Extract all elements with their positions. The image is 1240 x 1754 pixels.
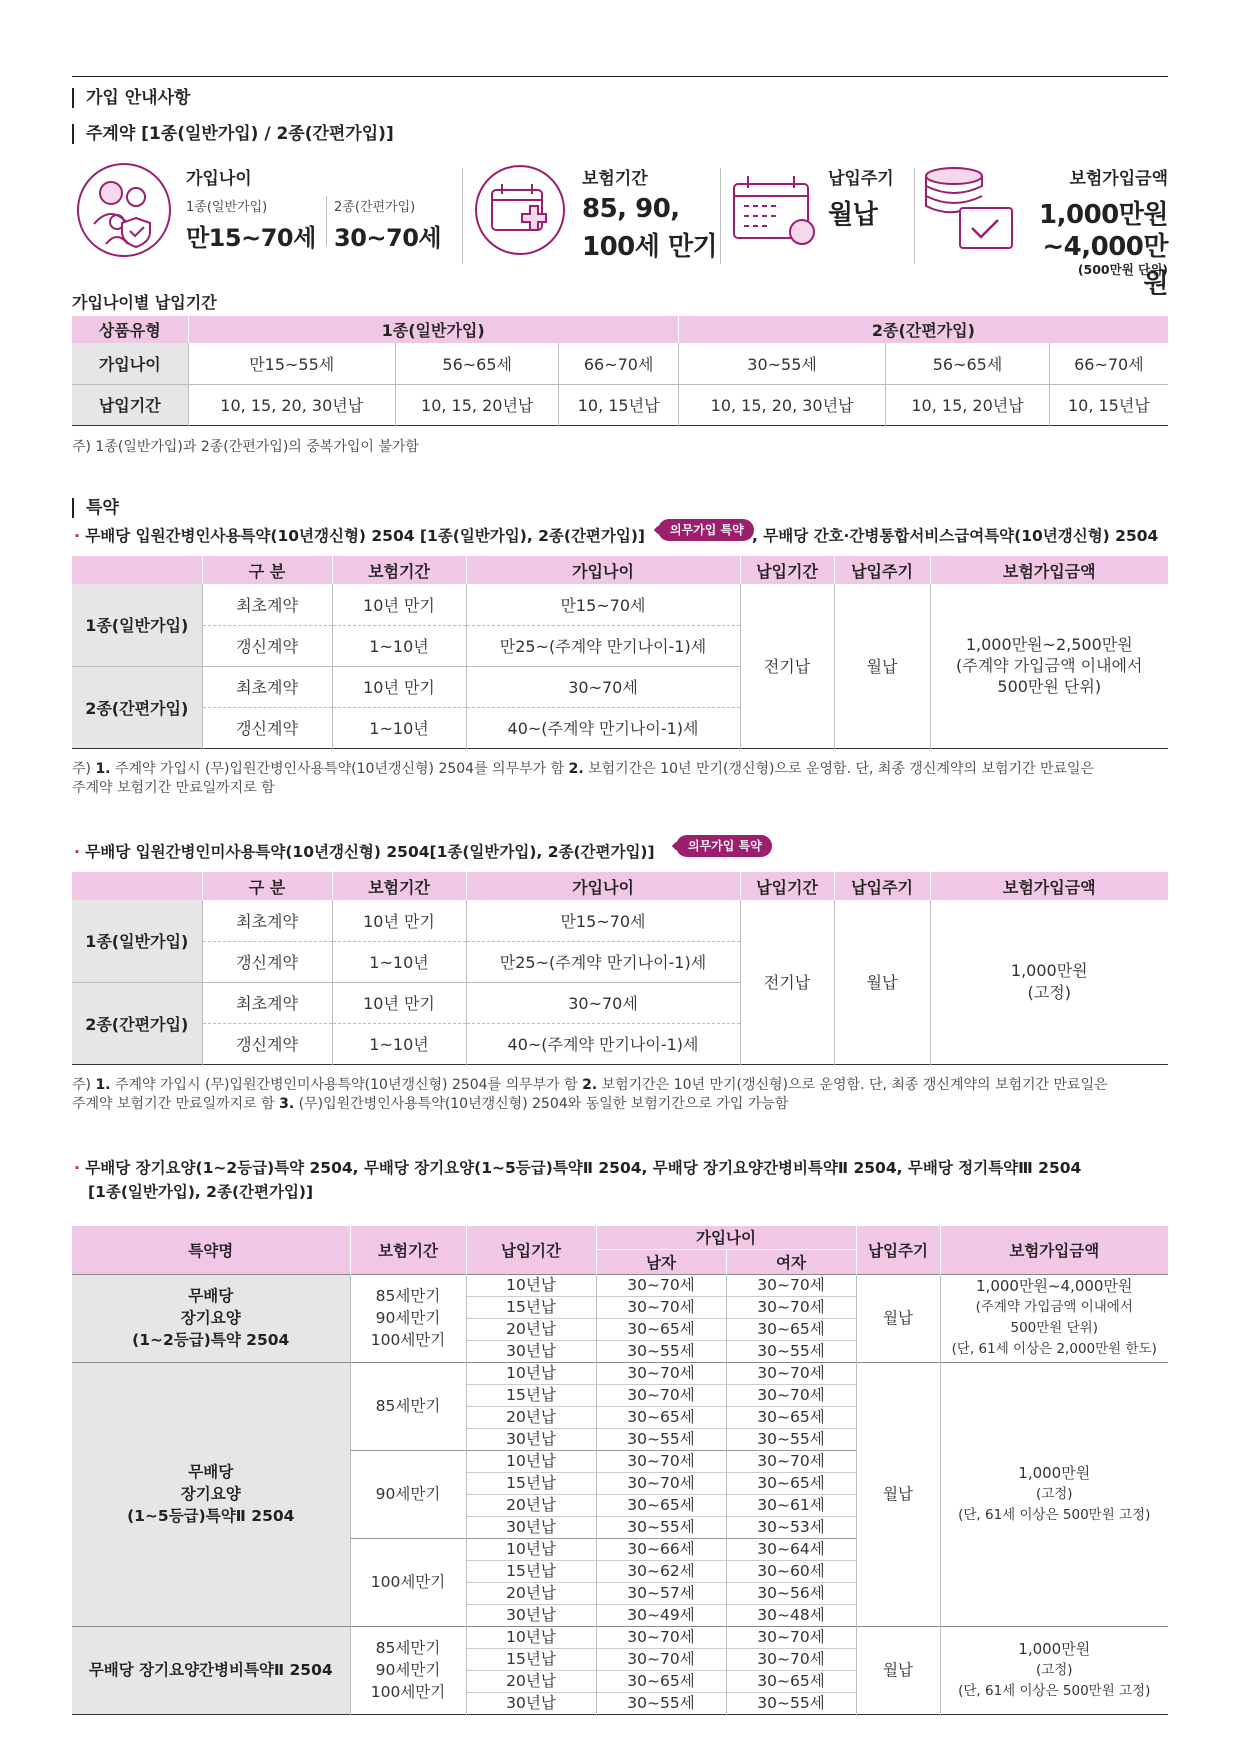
row-label-pay: 납입기간 xyxy=(72,384,188,425)
period-cell: 90세만기 xyxy=(350,1450,466,1538)
header-age: 가입나이 xyxy=(596,1226,856,1249)
note-text: 주계약 가입시 (무)입원간병인미사용특약(10년갱신형) 2504를 의무부가 함 xyxy=(110,1077,583,1093)
table-cell: 30~70세 xyxy=(596,1626,726,1648)
table-cell: 30~70세 xyxy=(596,1450,726,1472)
header-pay-period: 납입기간 xyxy=(466,1226,596,1274)
group-type1: 1종(일반가입) xyxy=(72,584,202,666)
table-cell: 15년납 xyxy=(466,1296,596,1318)
header-period: 보험기간 xyxy=(332,556,466,584)
pay-cycle-cell: 월납 xyxy=(856,1274,940,1362)
amount-line: 1,000만원 xyxy=(1010,960,1088,980)
table-cell: 10년납 xyxy=(466,1450,596,1472)
table-cell: 30~70세 xyxy=(596,1296,726,1318)
rider3-title-line1: 무배당 장기요양(1~2등급)특약 2504, 무배당 장기요양(1~5등급)특약Ⅱ 2504, 무배당 장기요양간병비특약Ⅱ 2504, 무배당 정기특약Ⅲ 2504 xyxy=(85,1159,1082,1177)
text-line: (단, 61세 이상은 500만원 고정) xyxy=(958,1682,1151,1699)
header-pay-cycle: 납입주기 xyxy=(834,872,930,900)
text-line: 100세만기 xyxy=(370,1331,446,1349)
table-row xyxy=(72,1362,1168,1384)
table-cell: 30~70세 xyxy=(596,1274,726,1296)
rider-name-cell xyxy=(72,1626,350,1714)
table-cell: 1~10년 xyxy=(332,1023,466,1064)
table-cell: 30~61세 xyxy=(726,1494,856,1516)
table-cell: 최초계약 xyxy=(202,900,332,941)
amount-line: 500만원 단위) xyxy=(997,677,1102,697)
age-label: 가입나이 xyxy=(186,169,252,189)
text-line: 1,000만원 xyxy=(1018,1463,1091,1482)
bullet-icon: · xyxy=(74,1159,80,1177)
pay-cycle-cell: 월납 xyxy=(834,584,930,748)
header-empty xyxy=(72,872,202,900)
text-line: (주계약 가입금액 이내에서 xyxy=(975,1299,1133,1315)
table-cell: 10, 15, 20, 30년납 xyxy=(188,384,395,425)
table-cell: 10년 만기 xyxy=(332,584,466,625)
header-pay-cycle: 납입주기 xyxy=(834,556,930,584)
mandatory-badge: 의무가입 특약 xyxy=(658,519,754,541)
text-line: (단, 61세 이상은 2,000만원 한도) xyxy=(951,1341,1157,1357)
family-shield-icon xyxy=(74,160,174,260)
header-amount: 보험가입금액 xyxy=(940,1226,1168,1274)
table-cell: 30~65세 xyxy=(726,1670,856,1692)
table-cell: 갱신계약 xyxy=(202,941,332,982)
table-cell: 56~65세 xyxy=(886,343,1049,384)
note-text: 주계약 보험기간 만료일까지로 함 xyxy=(72,780,275,796)
table-cell: 30~70세 xyxy=(726,1362,856,1384)
header-rider-name: 특약명 xyxy=(72,1226,350,1274)
table-cell: 만15~70세 xyxy=(466,900,740,941)
text-line: 100세만기 xyxy=(370,1683,446,1701)
info-divider xyxy=(720,168,721,264)
table-cell: 10, 15, 20, 30년납 xyxy=(678,384,885,425)
table-cell: 30~70세 xyxy=(596,1384,726,1406)
type2-age-label: 2종(간편가입) xyxy=(334,200,416,215)
bullet-icon: · xyxy=(74,527,80,545)
table-row xyxy=(72,1274,1168,1296)
amount-unit: (500만원 단위) xyxy=(1077,262,1168,277)
note-num: 1. xyxy=(95,761,111,777)
pay-cycle-cell: 월납 xyxy=(856,1626,940,1714)
calendar-plus-icon xyxy=(472,162,568,258)
period-line1: 85, 90, xyxy=(582,194,680,224)
text-line: 500만원 단위) xyxy=(1010,1320,1098,1336)
table-cell: 1~10년 xyxy=(332,707,466,748)
group-type2: 2종(간편가입) xyxy=(72,666,202,748)
table-cell: 10년 만기 xyxy=(332,666,466,707)
table-cell: 30~55세 xyxy=(596,1516,726,1538)
rider2-title-text: 무배당 입원간병인미사용특약(10년갱신형) 2504[1종(일반가입), 2종(간편가입)] xyxy=(85,843,655,861)
table-cell: 15년납 xyxy=(466,1648,596,1670)
table-cell: 만15~55세 xyxy=(188,343,395,384)
rider2-table xyxy=(72,872,1168,1065)
pay-period-table xyxy=(72,316,1168,426)
table-cell: 갱신계약 xyxy=(202,1023,332,1064)
table-cell: 30~55세 xyxy=(726,1340,856,1362)
top-rule xyxy=(72,76,1168,77)
header-empty xyxy=(72,556,202,584)
table-cell: 30~70세 xyxy=(726,1450,856,1472)
text-line: 장기요양 xyxy=(180,1309,241,1327)
rider2-title xyxy=(74,840,655,862)
amount-cell xyxy=(940,1626,1168,1714)
table-cell: 10년납 xyxy=(466,1362,596,1384)
table-cell: 1~10년 xyxy=(332,625,466,666)
calendar-cycle-icon xyxy=(730,170,820,250)
age-divider xyxy=(326,196,327,246)
table-cell: 30~53세 xyxy=(726,1516,856,1538)
header-period: 보험기간 xyxy=(350,1226,466,1274)
note-text: 주계약 보험기간 만료일까지로 함 xyxy=(72,1096,280,1112)
note-text: 주계약 가입시 (무)입원간병인사용특약(10년갱신형) 2504를 의무부가 함 xyxy=(110,761,569,777)
pay-cycle-cell: 월납 xyxy=(834,900,930,1064)
table-cell: 30~70세 xyxy=(726,1384,856,1406)
table-cell: 20년납 xyxy=(466,1406,596,1428)
table-cell: 30~65세 xyxy=(596,1494,726,1516)
table-cell: 20년납 xyxy=(466,1582,596,1604)
table-cell: 30~55세 xyxy=(678,343,885,384)
table-cell: 30~57세 xyxy=(596,1582,726,1604)
group-type2: 2종(간편가입) xyxy=(72,982,202,1064)
note-num: 2. xyxy=(582,1077,598,1093)
table-cell: 30~70세 xyxy=(726,1648,856,1670)
text-line: 90세만기 xyxy=(375,1309,441,1327)
rider1-table xyxy=(72,556,1168,749)
rider-name-cell xyxy=(72,1362,350,1626)
table-row xyxy=(72,1626,1168,1648)
note-text: 보험기간은 10년 만기(갱신형)으로 운영함. 단, 최종 갱신계약의 보험기간 만료일은 xyxy=(583,761,1095,777)
header-product-type: 상품유형 xyxy=(72,316,188,343)
table-cell: 30~70세 xyxy=(596,1472,726,1494)
period-cell xyxy=(350,1274,466,1362)
table-cell: 30년납 xyxy=(466,1692,596,1714)
table-cell: 갱신계약 xyxy=(202,625,332,666)
table-cell: 40~(주계약 만기나이-1)세 xyxy=(466,707,740,748)
text-line: 85세만기 xyxy=(375,1639,441,1657)
table-cell: 30~55세 xyxy=(596,1340,726,1362)
table-cell: 30~56세 xyxy=(726,1582,856,1604)
amount-line: 1,000만원~2,500만원 xyxy=(965,635,1133,655)
table-cell: 66~70세 xyxy=(559,343,678,384)
header-pay-period: 납입기간 xyxy=(740,556,834,584)
table-cell: 30~49세 xyxy=(596,1604,726,1626)
table-cell: 30~55세 xyxy=(596,1428,726,1450)
table-cell: 1~10년 xyxy=(332,941,466,982)
header-type1: 1종(일반가입) xyxy=(188,316,678,343)
table-cell: 10, 15, 20년납 xyxy=(395,384,558,425)
rider3-title-line2: [1종(일반가입), 2종(간편가입)] xyxy=(88,1183,314,1201)
table-cell: 30~70세 xyxy=(596,1648,726,1670)
header-kind: 구 분 xyxy=(202,872,332,900)
table-cell: 10, 15년납 xyxy=(1049,384,1168,425)
text-line: 무배당 장기요양간병비특약Ⅱ 2504 xyxy=(88,1661,333,1679)
text-line: 85세만기 xyxy=(375,1287,441,1305)
header-type2: 2종(간편가입) xyxy=(678,316,1168,343)
table-cell: 최초계약 xyxy=(202,666,332,707)
info-divider xyxy=(914,168,915,264)
table-cell: 20년납 xyxy=(466,1494,596,1516)
note-text: (무)입원간병인사용특약(10년갱신형) 2504와 동일한 보험기간으로 가입 가능함 xyxy=(294,1096,789,1112)
cycle-label: 납입주기 xyxy=(828,169,894,189)
table-cell: 30년납 xyxy=(466,1604,596,1626)
table-cell: 10년 만기 xyxy=(332,982,466,1023)
table-cell: 30~60세 xyxy=(726,1560,856,1582)
table-cell: 30~65세 xyxy=(726,1406,856,1428)
table-cell: 10, 15, 20년납 xyxy=(886,384,1049,425)
table-cell: 만25~(주계약 만기나이-1)세 xyxy=(466,941,740,982)
amount-line2: ~4,000만원 xyxy=(1042,232,1168,299)
amount-cell xyxy=(930,900,1168,1064)
table-cell: 30~65세 xyxy=(596,1406,726,1428)
note-num: 3. xyxy=(279,1096,295,1112)
amount-cell xyxy=(940,1362,1168,1626)
header-pay-cycle: 납입주기 xyxy=(856,1226,940,1274)
note-text: 보험기간은 10년 만기(갱신형)으로 운영함. 단, 최종 갱신계약의 보험기간 만료일은 xyxy=(597,1077,1108,1093)
rider-name-cell xyxy=(72,1274,350,1362)
table-cell: 10년납 xyxy=(466,1274,596,1296)
table-cell: 15년납 xyxy=(466,1560,596,1582)
text-line: (단, 61세 이상은 500만원 고정) xyxy=(958,1506,1151,1523)
table-cell: 갱신계약 xyxy=(202,707,332,748)
amount-info xyxy=(1030,160,1168,299)
header-age: 가입나이 xyxy=(466,872,740,900)
table-cell: 30~55세 xyxy=(726,1692,856,1714)
note-num: 1. xyxy=(95,1077,111,1093)
table-cell: 30~70세 xyxy=(726,1274,856,1296)
header-age: 가입나이 xyxy=(466,556,740,584)
header-amount: 보험가입금액 xyxy=(930,556,1168,584)
row-label-age: 가입나이 xyxy=(72,343,188,384)
period-line2: 100세 만기 xyxy=(582,232,718,262)
table-cell: 15년납 xyxy=(466,1384,596,1406)
header-period: 보험기간 xyxy=(332,872,466,900)
table-cell: 20년납 xyxy=(466,1318,596,1340)
header-amount: 보험가입금액 xyxy=(930,872,1168,900)
type1-age-label: 1종(일반가입) xyxy=(186,200,268,215)
table-cell: 최초계약 xyxy=(202,982,332,1023)
table-cell: 만15~70세 xyxy=(466,584,740,625)
rider1-note xyxy=(72,760,1094,798)
rider2-note xyxy=(72,1076,1108,1114)
table-cell: 30~55세 xyxy=(726,1428,856,1450)
table-cell: 15년납 xyxy=(466,1472,596,1494)
type2-age-value: 30~70세 xyxy=(334,224,442,252)
text-line: 장기요양 xyxy=(180,1485,241,1503)
table-cell: 40~(주계약 만기나이-1)세 xyxy=(466,1023,740,1064)
table-cell: 10년납 xyxy=(466,1538,596,1560)
table-cell: 30년납 xyxy=(466,1516,596,1538)
rider3-table xyxy=(72,1226,1168,1715)
amount-cell xyxy=(940,1274,1168,1362)
table-cell: 10, 15년납 xyxy=(559,384,678,425)
table-cell: 30~64세 xyxy=(726,1538,856,1560)
text-line: 1,000만원~4,000만원 xyxy=(976,1277,1133,1295)
table-cell: 30~70세 xyxy=(466,666,740,707)
text-line: 1,000만원 xyxy=(1018,1639,1091,1658)
rider1-title-a: 무배당 입원간병인사용특약(10년갱신형) 2504 [1종(일반가입), 2종(간편가입)] xyxy=(85,527,646,545)
table-cell: 30~70세 xyxy=(596,1362,726,1384)
table-cell: 10년납 xyxy=(466,1626,596,1648)
header-female: 여자 xyxy=(726,1249,856,1274)
table-cell: 66~70세 xyxy=(1049,343,1168,384)
mandatory-badge: 의무가입 특약 xyxy=(676,835,772,857)
table-cell: 30~55세 xyxy=(596,1692,726,1714)
period-cell xyxy=(350,1626,466,1714)
table-cell: 30~65세 xyxy=(726,1318,856,1340)
rider1-title xyxy=(74,524,645,546)
info-divider xyxy=(462,168,463,264)
pay-period-cell: 전기납 xyxy=(740,900,834,1064)
amount-line1: 1,000만원 xyxy=(1039,200,1168,230)
table-cell: 30~65세 xyxy=(726,1472,856,1494)
amount-line: (주계약 가입금액 이내에서 xyxy=(956,656,1143,676)
table-cell: 30~62세 xyxy=(596,1560,726,1582)
text-line: (1~5등급)특약Ⅱ 2504 xyxy=(127,1507,295,1525)
amount-label: 보험가입금액 xyxy=(1069,169,1168,189)
period-label: 보험기간 xyxy=(582,169,648,189)
group-type1: 1종(일반가입) xyxy=(72,900,202,982)
period-cell: 100세만기 xyxy=(350,1538,466,1626)
text-line: (고정) xyxy=(1035,1485,1073,1502)
text-line: 무배당 xyxy=(188,1463,234,1481)
type1-age-value: 만15~70세 xyxy=(186,224,316,252)
table-cell: 30~70세 xyxy=(726,1626,856,1648)
table-cell: 30~65세 xyxy=(596,1670,726,1692)
table-cell: 30년납 xyxy=(466,1340,596,1362)
note-num: 2. xyxy=(568,761,584,777)
rider3-title xyxy=(74,1156,1081,1204)
text-line: 무배당 xyxy=(188,1287,234,1305)
amount-cell xyxy=(930,584,1168,748)
cycle-value: 월납 xyxy=(828,200,878,230)
pay-period-title: 가입나이별 납입기간 xyxy=(72,293,217,312)
main-contract-title: 주계약 [1종(일반가입) / 2종(간편가입)] xyxy=(72,124,394,144)
bullet-icon: · xyxy=(74,843,80,861)
table-cell: 30년납 xyxy=(466,1428,596,1450)
pay-period-note: 주) 1종(일반가입)과 2종(간편가입)의 중복가입이 불가함 xyxy=(72,439,419,455)
pay-cycle-cell: 월납 xyxy=(856,1362,940,1626)
table-cell: 10년 만기 xyxy=(332,900,466,941)
text-line: 90세만기 xyxy=(375,1661,441,1679)
table-cell: 만25~(주계약 만기나이-1)세 xyxy=(466,625,740,666)
header-pay-period: 납입기간 xyxy=(740,872,834,900)
note-prefix: 주) xyxy=(72,1077,96,1093)
table-cell: 30~48세 xyxy=(726,1604,856,1626)
text-line: (1~2등급)특약 2504 xyxy=(132,1331,290,1349)
text-line: (고정) xyxy=(1035,1661,1073,1678)
table-cell: 30~70세 xyxy=(726,1296,856,1318)
table-cell: 30~65세 xyxy=(596,1318,726,1340)
note-prefix: 주) xyxy=(72,761,96,777)
page-title: 가입 안내사항 xyxy=(72,88,190,108)
table-cell: 30~66세 xyxy=(596,1538,726,1560)
header-male: 남자 xyxy=(596,1249,726,1274)
table-cell: 20년납 xyxy=(466,1670,596,1692)
amount-line: (고정) xyxy=(1027,982,1071,1002)
coins-check-icon xyxy=(920,164,1020,254)
table-cell: 최초계약 xyxy=(202,584,332,625)
table-cell: 30~70세 xyxy=(466,982,740,1023)
rider1-title-b: , 무배당 간호·간병통합서비스급여특약(10년갱신형) 2504 xyxy=(752,527,1159,545)
period-cell: 85세만기 xyxy=(350,1362,466,1450)
header-kind: 구 분 xyxy=(202,556,332,584)
table-cell: 56~65세 xyxy=(395,343,558,384)
riders-title: 특약 xyxy=(72,498,119,518)
pay-period-cell: 전기납 xyxy=(740,584,834,748)
